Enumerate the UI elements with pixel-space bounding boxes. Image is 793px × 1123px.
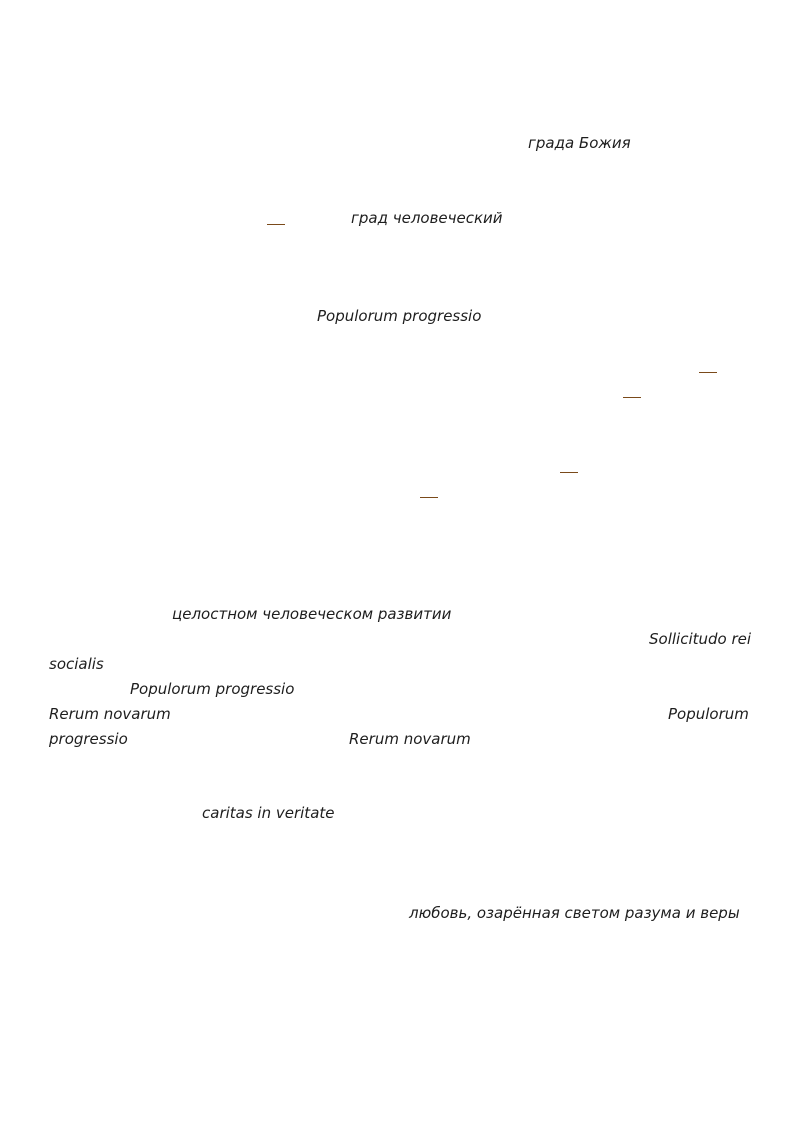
italic-phrase-tselostnom-razvitii: целостном человеческом развитии (172, 605, 452, 623)
italic-title-sollicitudo-rei: Sollicitudo rei (649, 630, 752, 648)
italic-title-rerum-novarum: Rerum novarum (49, 705, 171, 723)
footnote-link-3[interactable] (623, 397, 641, 398)
italic-title-rerum-novarum-2: Rerum novarum (349, 730, 471, 748)
footnote-link-1[interactable] (267, 224, 285, 225)
footnote-link-5[interactable] (420, 497, 438, 498)
italic-title-progressio: progressio (49, 730, 128, 748)
italic-title-populorum-progressio: Populorum progressio (317, 307, 482, 325)
italic-title-socialis: socialis (49, 655, 104, 673)
italic-phrase-grad-chelovecheskiy: град человеческий (351, 209, 503, 227)
italic-phrase-caritas-in-veritate: caritas in veritate (202, 804, 335, 822)
footnote-link-2[interactable] (699, 372, 717, 373)
italic-phrase-lyubov-ozarennaya: любовь, озарённая светом разума и веры (409, 904, 740, 922)
italic-title-populorum-progressio-2: Populorum progressio (130, 680, 295, 698)
italic-phrase-grada-bozhiya: града Божия (528, 134, 631, 152)
italic-title-populorum: Populorum (668, 705, 749, 723)
footnote-link-4[interactable] (560, 472, 578, 473)
